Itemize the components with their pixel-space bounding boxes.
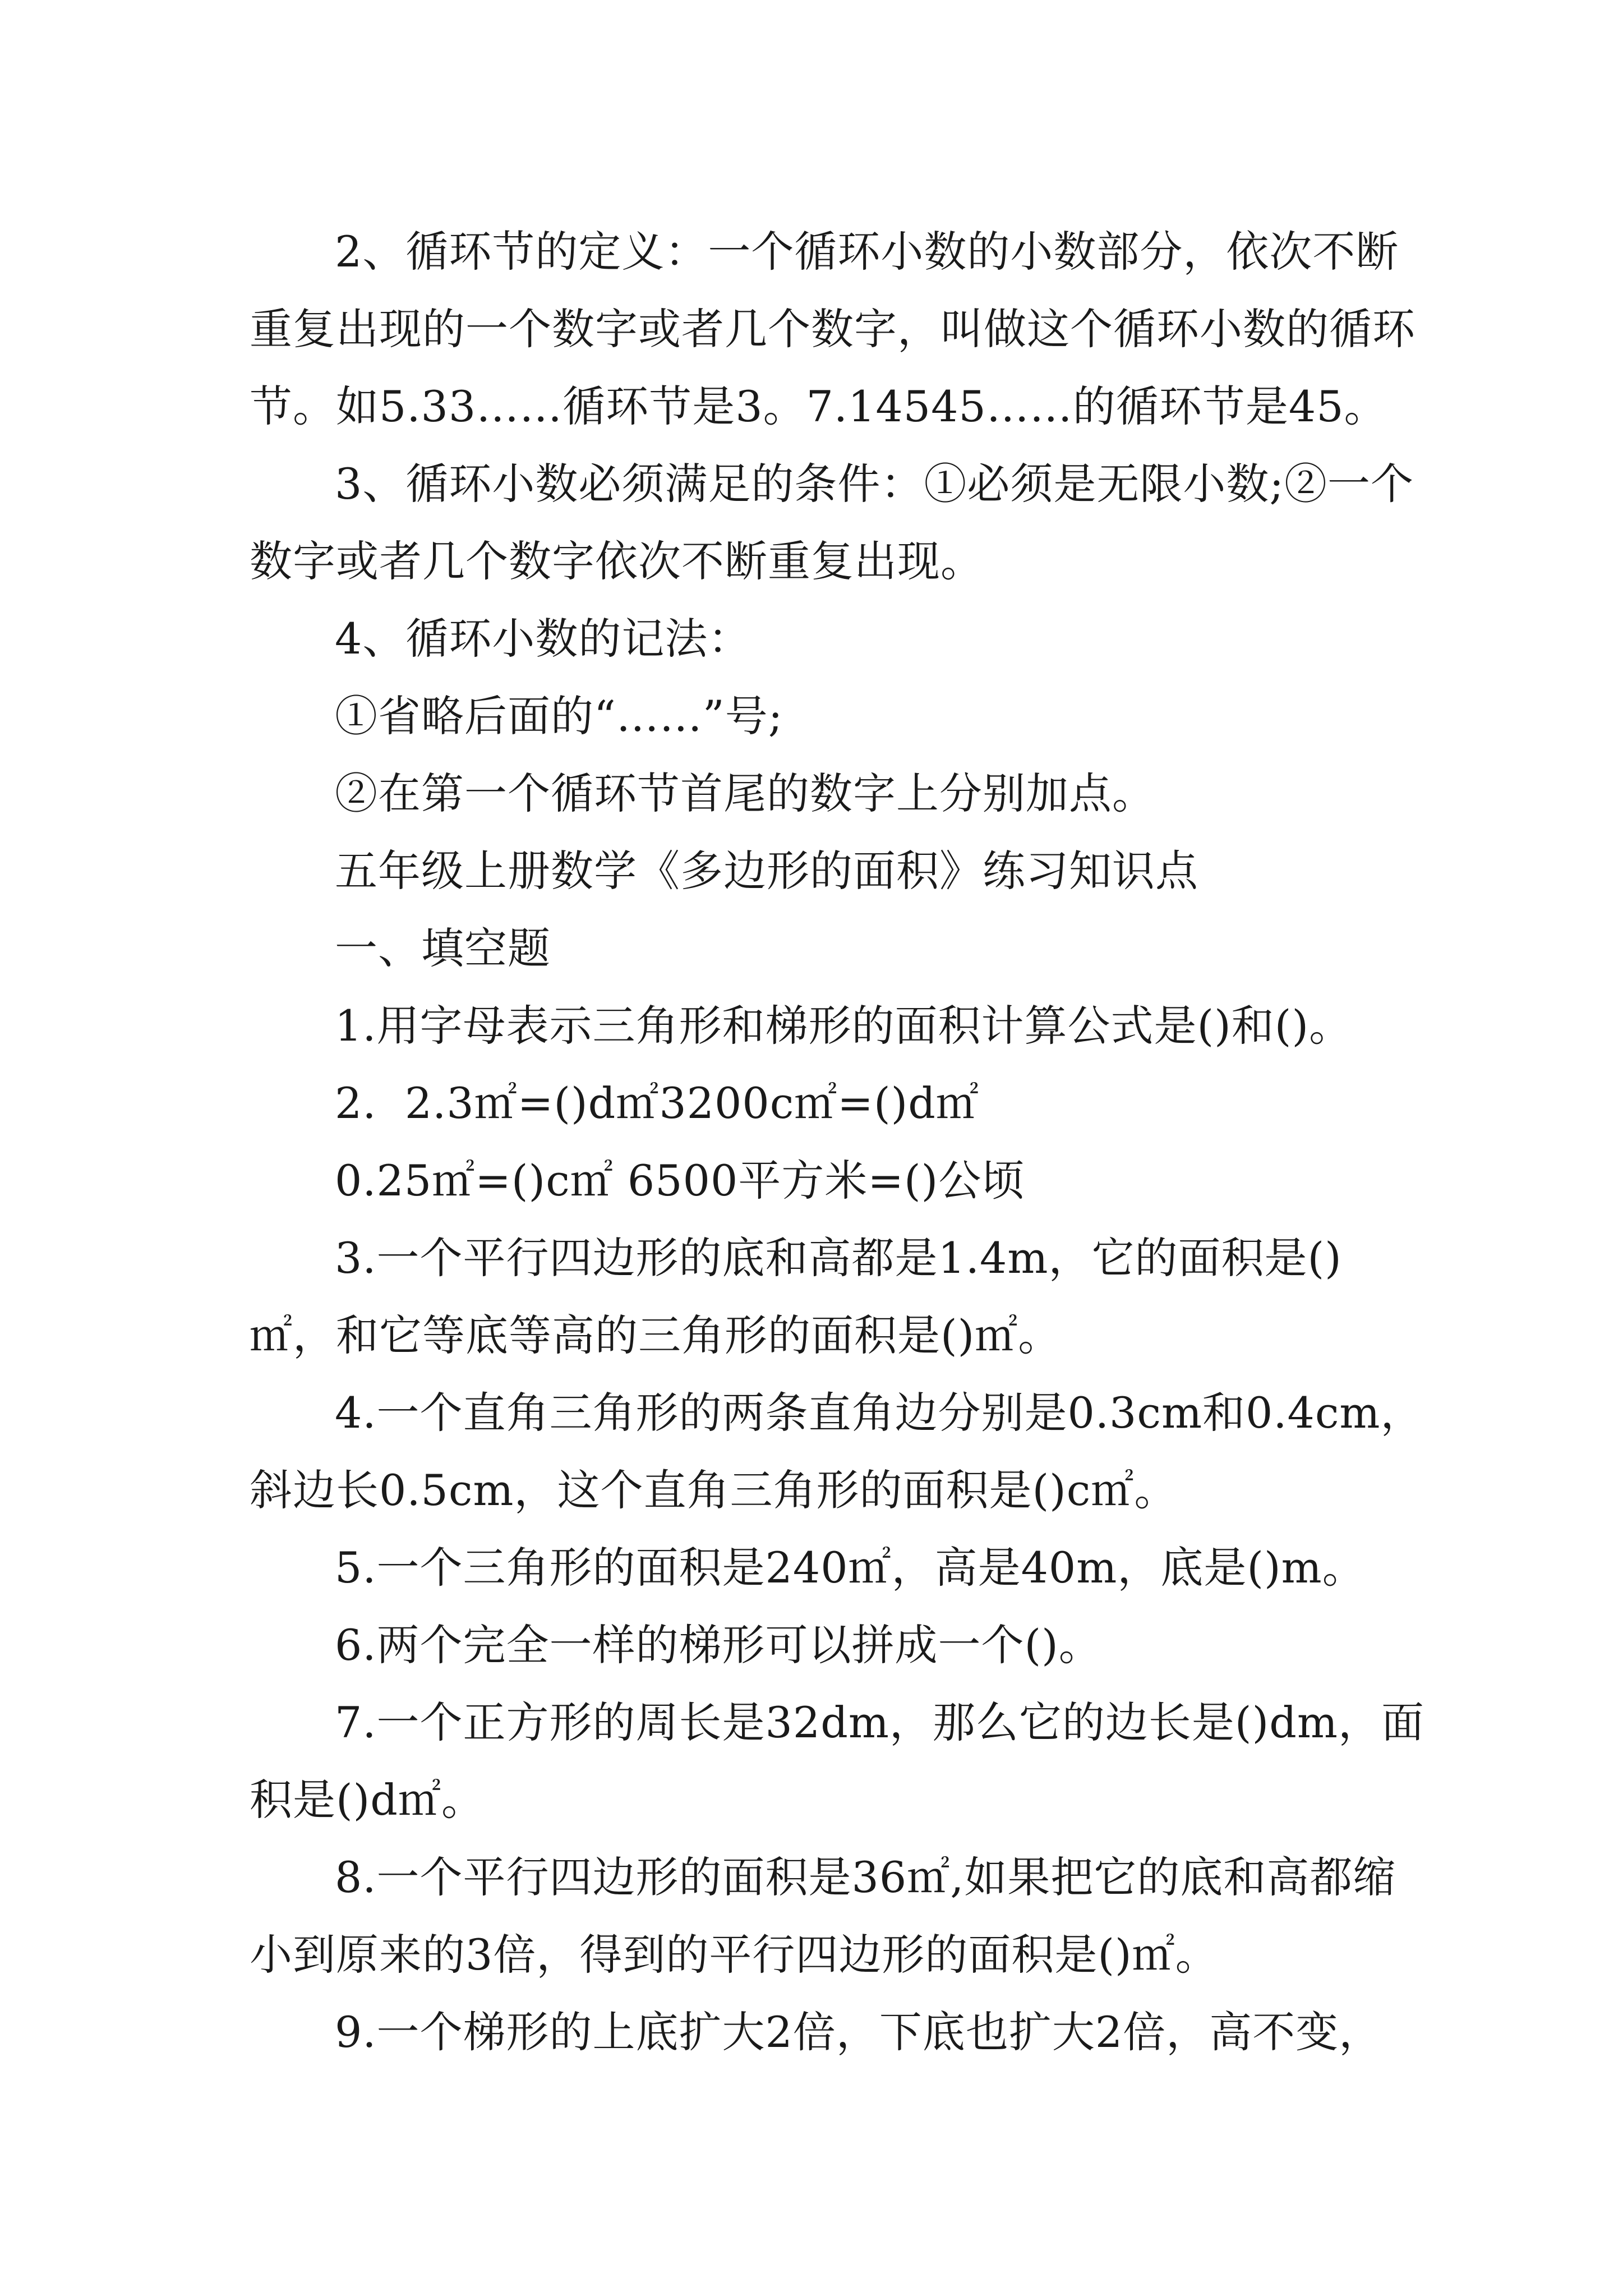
paragraph-notation-2: ②在第一个循环节首尾的数字上分别加点。 [335, 769, 1155, 818]
question-8: 8.一个平行四边形的面积是36㎡,如果把它的底和高都缩小到原来的3倍，得到的平行四边形的面积是()㎡。 [250, 1852, 1396, 1980]
paragraph-notation-1: ①省略后面的“……”号; [335, 691, 783, 741]
paragraph-loop-section-definition: 2、循环节的定义：一个循环小数的小数部分，依次不断重复出现的一个数字或者几个数字，叫做这个循环小数的循环节。如5.33……循环节是3。7.14545……的循环节是45。 [250, 227, 1415, 431]
question-1: 1.用字母表示三角形和梯形的面积计算公式是()和()。 [335, 1001, 1353, 1051]
document-body [250, 213, 1427, 2071]
question-9: 9.一个梯形的上底扩大2倍，下底也扩大2倍，高不变， [335, 2007, 1382, 2057]
question-6: 6.两个完全一样的梯形可以拼成一个()。 [335, 1620, 1102, 1670]
fill-in-heading: 一、填空题 [335, 923, 551, 973]
question-7: 7.一个正方形的周长是32dm，那么它的边长是()dm，面积是()d㎡。 [250, 1697, 1424, 1825]
question-2-line-2: 0.25㎡=()c㎡ 6500平方米=()公顷 [335, 1156, 1025, 1205]
paragraph-notation-heading: 4、循环小数的记法： [335, 614, 751, 664]
paragraph-loop-conditions: 3、循环小数必须满足的条件：①必须是无限小数;②一个数字或者几个数字依次不断重复出现。 [250, 459, 1414, 586]
question-5: 5.一个三角形的面积是240㎡，高是40m，底是()m。 [335, 1543, 1366, 1593]
question-4: 4.一个直角三角形的两条直角边分别是0.3cm和0.4cm，斜边长0.5cm，这个直角三角形的面积是()c㎡。 [250, 1388, 1424, 1515]
section-title: 五年级上册数学《多边形的面积》练习知识点 [335, 846, 1198, 896]
question-2-line-1: 2. 2.3㎡=()d㎡3200c㎡=()d㎡ [335, 1078, 979, 1128]
question-3: 3.一个平行四边形的底和高都是1.4m，它的面积是()㎡，和它等底等高的三角形的面积是()㎡。 [250, 1233, 1342, 1360]
